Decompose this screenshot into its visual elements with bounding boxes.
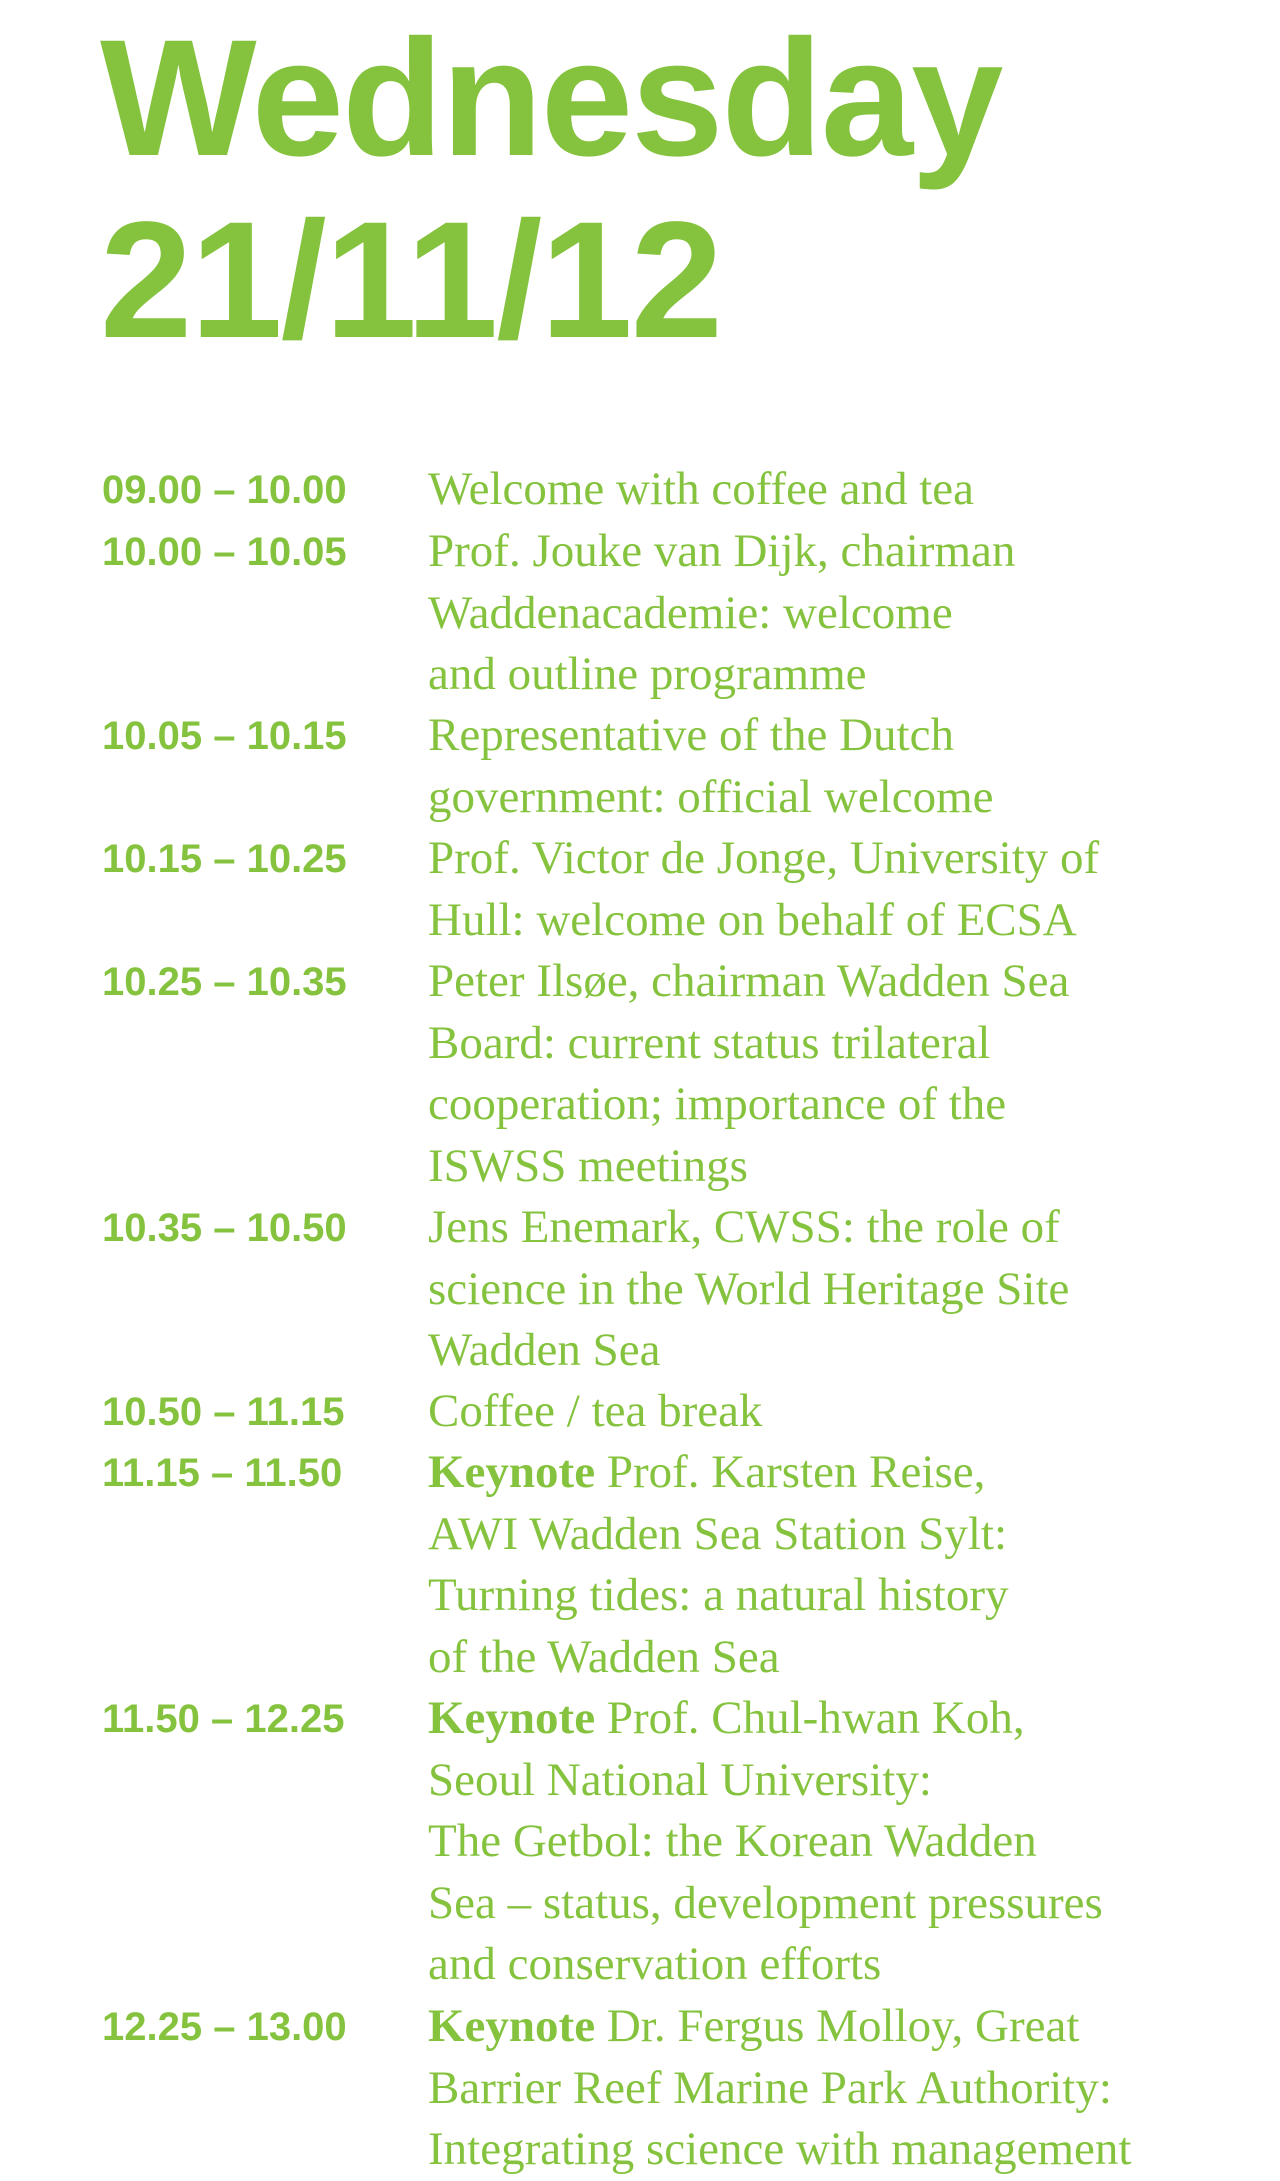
description-line: of the Wadden Sea <box>428 1630 780 1683</box>
date-title: 21/11/12 <box>100 188 722 373</box>
description-line: Turning tides: a natural history <box>428 1569 1009 1621</box>
speaker-text: Dr. Fergus Molloy, Great <box>595 2000 1080 2052</box>
description-line: cooperation; importance of the <box>428 1078 1007 1130</box>
description-line: science in the World Heritage Site <box>428 1262 1070 1315</box>
session-description <box>428 1688 1208 1996</box>
session-description <box>428 1381 1208 1443</box>
session-description <box>428 459 1208 521</box>
speaker-text: Prof. Karsten Reise, <box>595 1446 986 1498</box>
description-line: Coffee / tea break <box>428 1385 763 1437</box>
description-line: Representative of the Dutch <box>428 709 954 761</box>
description-line <box>428 1996 1208 2058</box>
description-line: government: official welcome <box>428 770 994 823</box>
keynote-label: Keynote <box>428 1446 596 1498</box>
description-line: Prof. Victor de Jonge, University of <box>428 832 1100 884</box>
session-description <box>428 521 1208 706</box>
description-line: and outline programme <box>428 648 867 700</box>
session-description <box>428 705 1208 828</box>
description-line: Prof. Jouke van Dijk, chairman <box>428 525 1016 577</box>
description-line: AWI Wadden Sea Station Sylt: <box>428 1507 1008 1560</box>
session-description <box>428 1197 1208 1382</box>
time-slot: 10.50 – 11.15 <box>102 1390 345 1434</box>
description-line: Sea – status, development pressures <box>428 1876 1103 1929</box>
description-line: Peter Ilsøe, chairman Wadden Sea <box>428 955 1070 1007</box>
keynote-label: Keynote <box>428 1692 596 1744</box>
description-line: ISWSS meetings <box>428 1139 748 1192</box>
description-line: Jens Enemark, CWSS: the role of <box>428 1201 1060 1253</box>
time-slot: 10.35 – 10.50 <box>102 1206 347 1250</box>
session-description <box>428 951 1208 1197</box>
description-line: Board: current status trilateral <box>428 1016 991 1069</box>
day-title: Wednesday <box>100 6 1002 191</box>
time-slot: 10.15 – 10.25 <box>102 837 347 881</box>
keynote-label: Keynote <box>428 2000 596 2052</box>
description-line: and conservation efforts <box>428 1938 882 1990</box>
time-slot: 11.50 – 12.25 <box>102 1697 345 1741</box>
description-line: Seoul National University: <box>428 1753 932 1806</box>
description-line <box>428 1688 1208 1750</box>
description-line: Waddenacademie: welcome <box>428 586 953 639</box>
time-slot: 12.25 – 13.00 <box>102 2005 347 2049</box>
description-line: Hull: welcome on behalf of ECSA <box>428 893 1077 946</box>
time-slot: 11.15 – 11.50 <box>102 1451 343 1495</box>
time-slot: 10.00 – 10.05 <box>102 530 347 574</box>
speaker-text: Prof. Chul-hwan Koh, <box>595 1692 1025 1744</box>
session-description <box>428 1996 1208 2181</box>
description-line <box>428 1442 1208 1504</box>
time-slot: 10.05 – 10.15 <box>102 714 347 758</box>
session-description <box>428 828 1208 951</box>
description-line: Wadden Sea <box>428 1324 661 1376</box>
description-line: Integrating science with management <box>428 2123 1132 2175</box>
description-line: The Getbol: the Korean Wadden <box>428 1815 1037 1867</box>
session-description <box>428 1442 1208 1688</box>
description-line: Welcome with coffee and tea <box>428 463 975 515</box>
description-line: Barrier Reef Marine Park Authority: <box>428 2061 1112 2114</box>
time-slot: 10.25 – 10.35 <box>102 960 347 1004</box>
time-slot: 09.00 – 10.00 <box>102 468 347 512</box>
